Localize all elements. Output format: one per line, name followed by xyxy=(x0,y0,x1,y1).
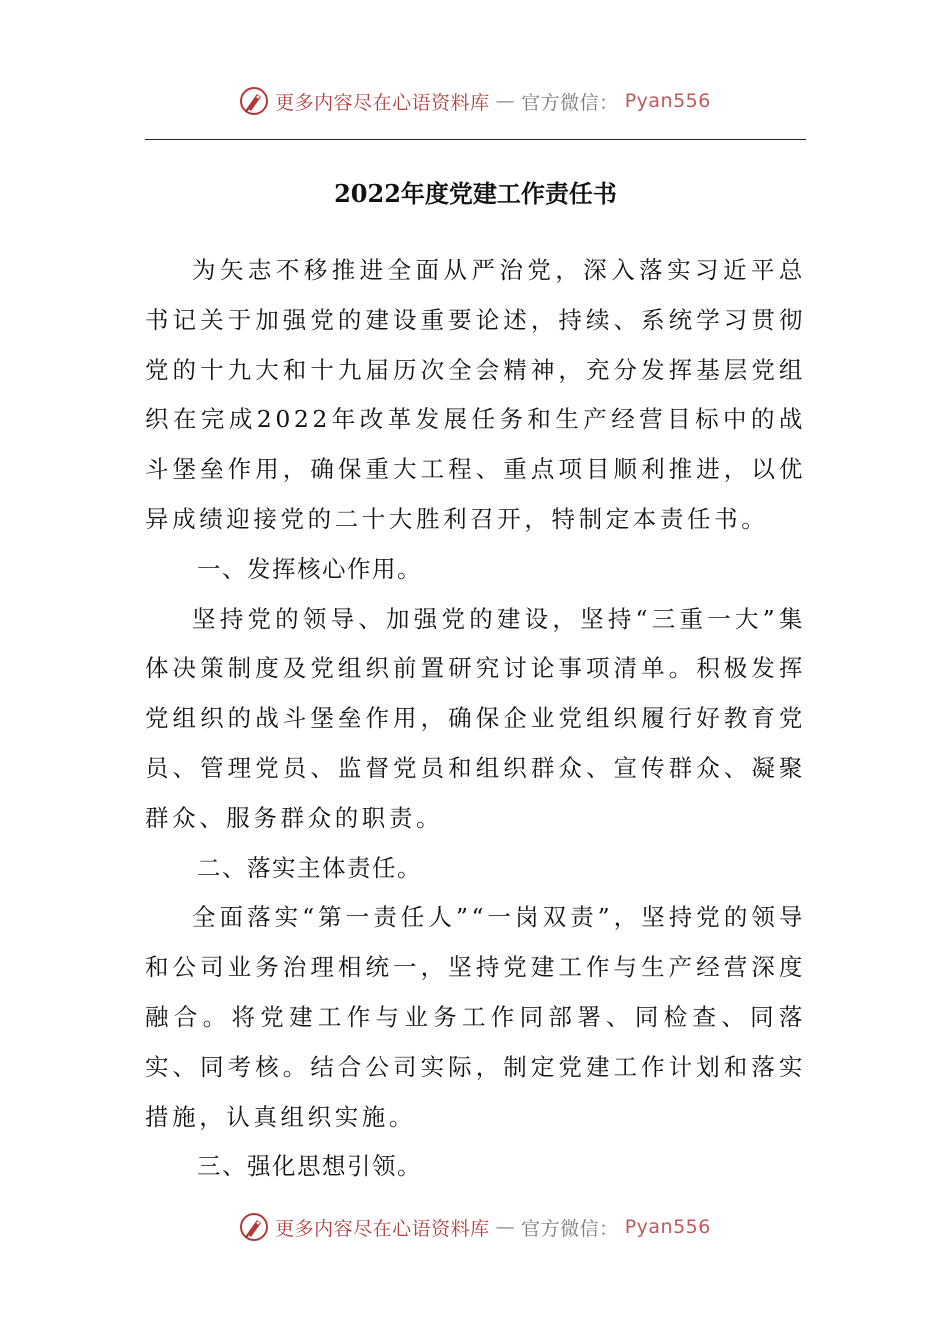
intro-paragraph: 为矢志不移推进全面从严治党，深入落实习近平总书记关于加强党的建设重要论述，持续、系统学习贯彻党的十九大和十九届历次全会精神，充分发挥基层党组织在完成2022年改革发展任务和生产经营目标中的战斗堡垒作用，确保重大工程、重点项目顺利推进，以优异成绩迎接党的二十大胜利召开，特制定本责任书。 xyxy=(145,256,806,533)
header-divider xyxy=(145,139,806,140)
watermark-separator: — xyxy=(495,1216,516,1238)
document-body xyxy=(145,246,806,1192)
section-heading-3: 三、强化思想引领。 xyxy=(197,1152,422,1181)
watermark-text: 更多内容尽在心语资料库 xyxy=(275,91,490,114)
watermark-label: 官方微信： xyxy=(521,91,619,114)
watermark-separator: — xyxy=(495,90,516,112)
pen-nib-logo-icon xyxy=(239,1212,269,1242)
watermark-id: Pyan556 xyxy=(624,1216,711,1238)
watermark-text: 更多内容尽在心语资料库 xyxy=(275,1217,490,1240)
footer-watermark xyxy=(0,1212,950,1242)
section-heading-1: 一、发挥核心作用。 xyxy=(197,554,422,583)
section-heading-2: 二、落实主体责任。 xyxy=(197,853,422,882)
document-title: 2022年度党建工作责任书 xyxy=(334,179,617,208)
header-watermark xyxy=(0,86,950,116)
watermark-id: Pyan556 xyxy=(624,90,711,112)
pen-nib-logo-icon xyxy=(239,86,269,116)
section-body-1: 坚持党的领导、加强党的建设，坚持“三重一大”集体决策制度及党组织前置研究讨论事项清单。积极发挥党组织的战斗堡垒作用，确保企业党组织履行好教育党员、管理党员、监督党员和组织群众、宣传群众、凝聚群众、服务群众的职责。 xyxy=(145,604,806,832)
watermark-label: 官方微信： xyxy=(521,1217,619,1240)
section-body-2: 全面落实“第一责任人”“一岗双责”，坚持党的领导和公司业务治理相统一，坚持党建工作与生产经营深度融合。将党建工作与业务工作同部署、同检查、同落实、同考核。结合公司实际，制定党建工作计划和落实措施，认真组织实施。 xyxy=(145,903,806,1131)
